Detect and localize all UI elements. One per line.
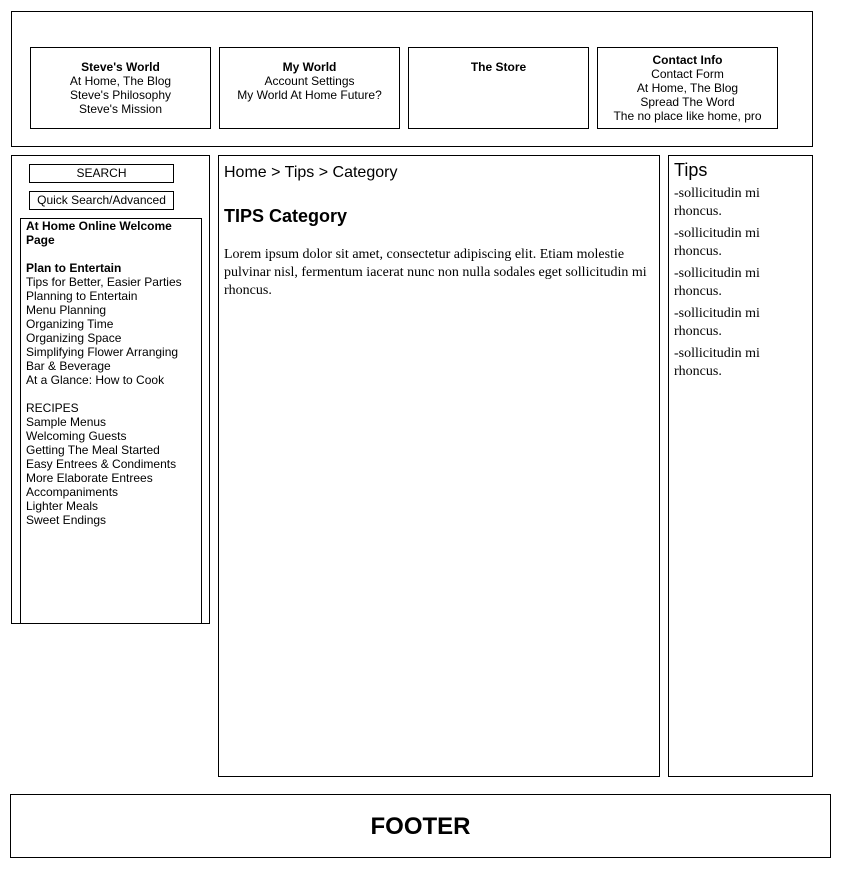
sidebar-heading-entertain: Plan to Entertain [26,261,122,275]
breadcrumb-tips[interactable]: Tips [284,164,315,181]
nav-the-store [408,47,589,129]
tip-item[interactable]: -sollicitudin mi rhoncus. [674,186,760,219]
footer-label: FOOTER [370,813,471,840]
breadcrumb-separator: > [271,164,281,181]
sidebar-item-lighter-meals[interactable]: Lighter Meals [26,499,99,513]
sidebar-item-organizing-space[interactable]: Organizing Space [26,331,122,345]
sidebar-item-elaborate-entrees[interactable]: More Elaborate Entrees [26,471,153,485]
sidebar-item-welcome[interactable]: At Home Online Welcome Page [26,219,172,247]
sidebar-item-tips[interactable]: Tips for Better, Easier Parties [26,275,182,289]
tips-title: Tips [674,160,708,180]
sidebar-item-bar-beverage[interactable]: Bar & Beverage [26,359,111,373]
nav-contact-info [597,47,778,129]
breadcrumb-home[interactable]: Home [224,164,267,181]
right-sidebar [668,155,813,777]
sidebar-item-organizing-time[interactable]: Organizing Time [26,317,114,331]
nav-link-blog-2[interactable]: At Home, The Blog [636,81,739,95]
sidebar-item-how-to-cook[interactable]: At a Glance: How to Cook [26,373,165,387]
page-title: TIPS Category [224,206,348,226]
quick-search-button[interactable]: Quick Search/Advanced [29,191,174,210]
nav-link-account-settings[interactable]: Account Settings [264,74,355,88]
breadcrumb-separator: > [318,164,329,181]
sidebar-item-planning[interactable]: Planning to Entertain [26,289,138,303]
nav-link-spread-word[interactable]: Spread The Word [640,95,735,109]
left-sidebar [11,155,210,624]
tip-item[interactable]: -sollicitudin mi rhoncus. [674,226,760,259]
sidebar-item-accompaniments[interactable]: Accompaniments [26,485,119,499]
sidebar-item-sweet-endings[interactable]: Sweet Endings [26,513,107,527]
sidebar-heading-recipes: RECIPES [26,401,79,415]
header [11,11,813,147]
tip-item[interactable]: -sollicitudin mi rhoncus. [674,306,760,339]
sidebar-item-sample-menus[interactable]: Sample Menus [26,415,107,429]
sidebar-item-meal-started[interactable]: Getting The Meal Started [26,443,160,457]
footer [10,794,831,858]
nav-link-philosophy[interactable]: Steve's Philosophy [69,88,171,102]
tip-item[interactable]: -sollicitudin mi rhoncus. [674,266,760,299]
tip-item[interactable]: -sollicitudin mi rhoncus. [674,346,760,379]
sidebar-item-welcoming-guests[interactable]: Welcoming Guests [26,429,127,443]
sidebar-item-flower-arranging[interactable]: Simplifying Flower Arranging [26,345,179,359]
sidebar-nav [20,218,202,624]
search-button[interactable]: SEARCH [29,164,174,183]
breadcrumb-category: Category [332,164,398,181]
sidebar-item-easy-entrees[interactable]: Easy Entrees & Condiments [26,457,177,471]
nav-contact-info-title[interactable]: Contact Info [652,53,723,67]
main-content [218,155,660,777]
nav-the-store-title[interactable]: The Store [470,60,527,74]
nav-link-contact-form[interactable]: Contact Form [651,67,724,81]
nav-link-no-place[interactable]: The no place like home, pro [613,109,762,123]
nav-steves-world [30,47,211,129]
body-text: Lorem ipsum dolor sit amet, consectetur adipiscing elit. Etiam molestie pulvinar nisl, fermentum iacerat nunc non nulla sodales eget sollicitudin mi rhoncus. [224,247,647,298]
nav-link-future[interactable]: My World At Home Future? [237,88,382,102]
sidebar-item-menu-planning[interactable]: Menu Planning [26,303,107,317]
nav-my-world [219,47,400,129]
nav-link-blog[interactable]: At Home, The Blog [69,74,172,88]
nav-link-mission[interactable]: Steve's Mission [79,102,162,116]
nav-my-world-title[interactable]: My World [282,60,337,74]
breadcrumb [224,164,655,182]
nav-steves-world-title[interactable]: Steve's World [81,60,160,74]
